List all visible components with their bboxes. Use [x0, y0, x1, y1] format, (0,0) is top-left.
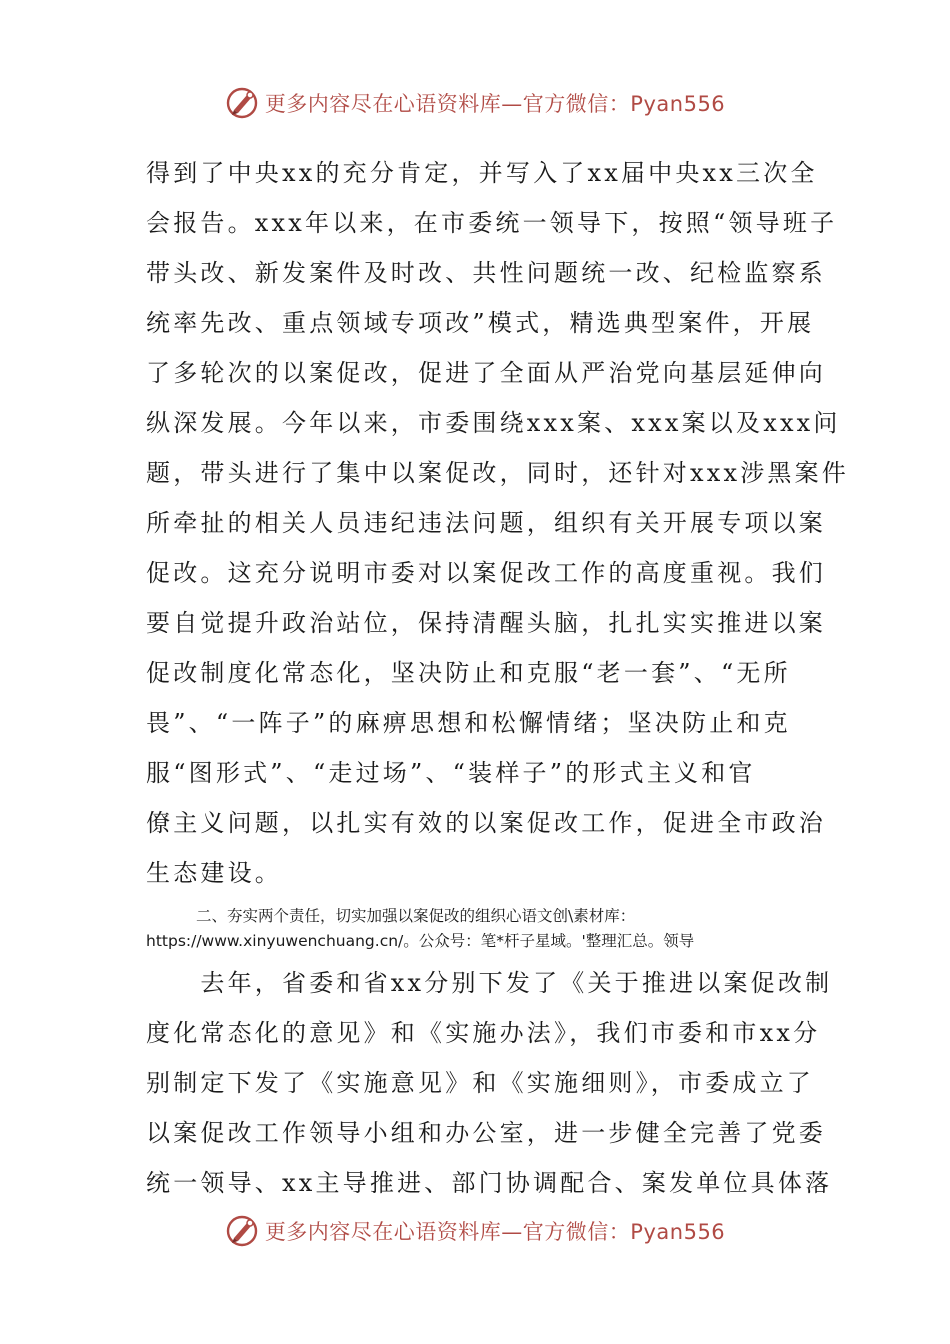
- text-line: 了多轮次的以案促改，促进了全面从严治党向基层延伸向: [146, 359, 826, 387]
- text-line: 要自觉提升政治站位，保持清醒头脑，扎扎实实推进以案: [146, 609, 826, 637]
- header-banner-text: 更多内容尽在心语资料库—官方微信：Pyan556: [264, 92, 726, 116]
- text-line: 促改制度化常态化，坚决防止和克服“老一套”、“无所: [146, 659, 791, 687]
- text-line: 统一领导、xx主导推进、部门协调配合、案发单位具体落: [146, 1169, 833, 1197]
- document-body: [146, 148, 850, 1208]
- text-line: 纵深发展。今年以来，市委围绕xxx案、xxx案以及xxx问: [146, 409, 841, 437]
- text-line: 带头改、新发案件及时改、共性问题统一改、纪检监察系: [146, 259, 826, 287]
- text-line: 生态建设。: [146, 859, 282, 887]
- text-line: 促改。这充分说明市委对以案促改工作的高度重视。我们: [146, 559, 826, 587]
- paragraph-1: [146, 148, 850, 898]
- text-line: 僚主义问题，以扎实有效的以案促改工作，促进全市政治: [146, 809, 826, 837]
- footer-banner-text: 更多内容尽在心语资料库—官方微信：Pyan556: [264, 1220, 726, 1244]
- text-line: 度化常态化的意见》和《实施办法》，我们市委和市xx分: [146, 1019, 821, 1047]
- pen-circle-logo-icon: [225, 86, 259, 120]
- text-line: 别制定下发了《实施意见》和《实施细则》，市委成立了: [146, 1069, 814, 1097]
- section-heading-line: 二、夯实两个责任，切实加强以案促改的组织心语文创\素材库：: [196, 907, 636, 925]
- text-line: 所牵扯的相关人员违纪违法问题，组织有关开展专项以案: [146, 509, 826, 537]
- text-line: 以案促改工作领导小组和办公室，进一步健全完善了党委: [146, 1119, 826, 1147]
- text-line: 题，带头进行了集中以案促改，同时，还针对xxx涉黑案件: [146, 459, 850, 487]
- pen-circle-logo-icon: [225, 1214, 259, 1248]
- footer-banner: [0, 1211, 950, 1251]
- header-banner: [0, 83, 950, 123]
- text-line: 得到了中央xx的充分肯定，并写入了xx届中央xx三次全: [146, 159, 818, 187]
- section-heading-line: https://www.xinyuwenchuang.cn/。公众号：笔*杆子星域。'整理汇总。领导: [146, 932, 695, 950]
- section-heading: [146, 904, 811, 954]
- text-line: 去年，省委和省xx分别下发了《关于推进以案促改制: [146, 969, 833, 997]
- text-line: 服“图形式”、“走过场”、“装样子”的形式主义和官: [146, 759, 756, 787]
- text-line: 畏”、“一阵子”的麻痹思想和松懈情绪；坚决防止和克: [146, 709, 791, 737]
- paragraph-2: [146, 958, 833, 1208]
- text-line: 会报告。xxx年以来，在市委统一领导下，按照“领导班子: [146, 209, 838, 237]
- text-line: 统率先改、重点领域专项改”模式，精选典型案件，开展: [146, 309, 815, 337]
